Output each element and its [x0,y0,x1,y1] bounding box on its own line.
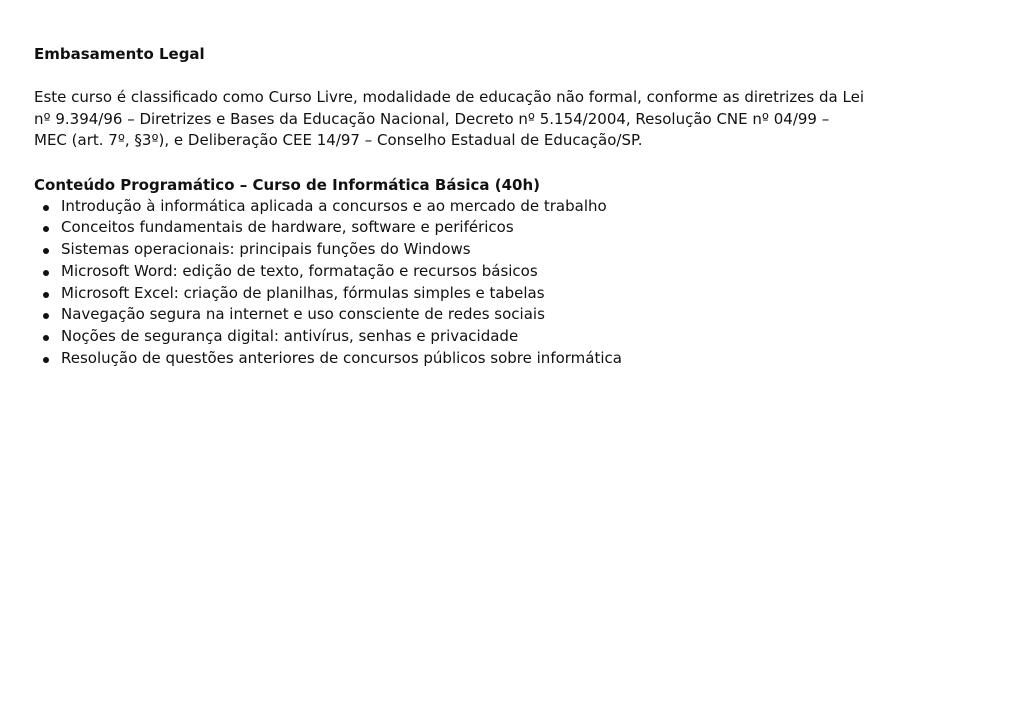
list-item-text: Microsoft Excel: criação de planilhas, fórmulas simples e tabelas [61,283,545,302]
list-item [34,239,990,261]
list-item [34,283,990,305]
list-item-text: Introdução à informática aplicada a concursos e ao mercado de trabalho [61,196,607,215]
bullet-icon [43,335,49,341]
list-item [34,196,990,218]
bullet-icon [43,357,49,363]
bullet-icon [43,226,49,232]
bullet-icon [43,292,49,298]
list-item [34,348,990,370]
section-title-syllabus: Conteúdo Programático – Curso de Informática Básica (40h) [34,175,541,194]
section-title-legal-basis: Embasamento Legal [34,45,205,63]
bullet-icon [43,205,49,211]
list-item-text: Sistemas operacionais: principais funções do Windows [61,240,471,259]
list-item [34,217,990,239]
bullet-icon [43,248,49,254]
syllabus-list [34,196,990,370]
list-item-text: Microsoft Word: edição de texto, formatação e recursos básicos [61,261,538,280]
list-item [34,326,990,348]
list-item-text: Conceitos fundamentais de hardware, software e periféricos [61,218,514,237]
list-item-text: Resolução de questões anteriores de concursos públicos sobre informática [61,349,622,368]
list-item-text: Noções de segurança digital: antivírus, senhas e privacidade [61,327,519,346]
list-item-text: Navegação segura na internet e uso consciente de redes sociais [61,305,545,324]
list-item [34,304,990,326]
legal-basis-paragraph: Este curso é classificado como Curso Livre, modalidade de educação não formal, conforme as diretrizes da Lei nº 9.394/96 – Diretrizes e Bases da Educação Nacional, Decreto nº 5.154/2004, Resolução CNE nº 04/99 – MEC (art. 7º, §3º), e Deliberação CEE 14/97 – Conselho Estadual de Educação/SP. [34,88,864,149]
bullet-icon [43,270,49,276]
bullet-icon [43,313,49,319]
list-item [34,261,990,283]
